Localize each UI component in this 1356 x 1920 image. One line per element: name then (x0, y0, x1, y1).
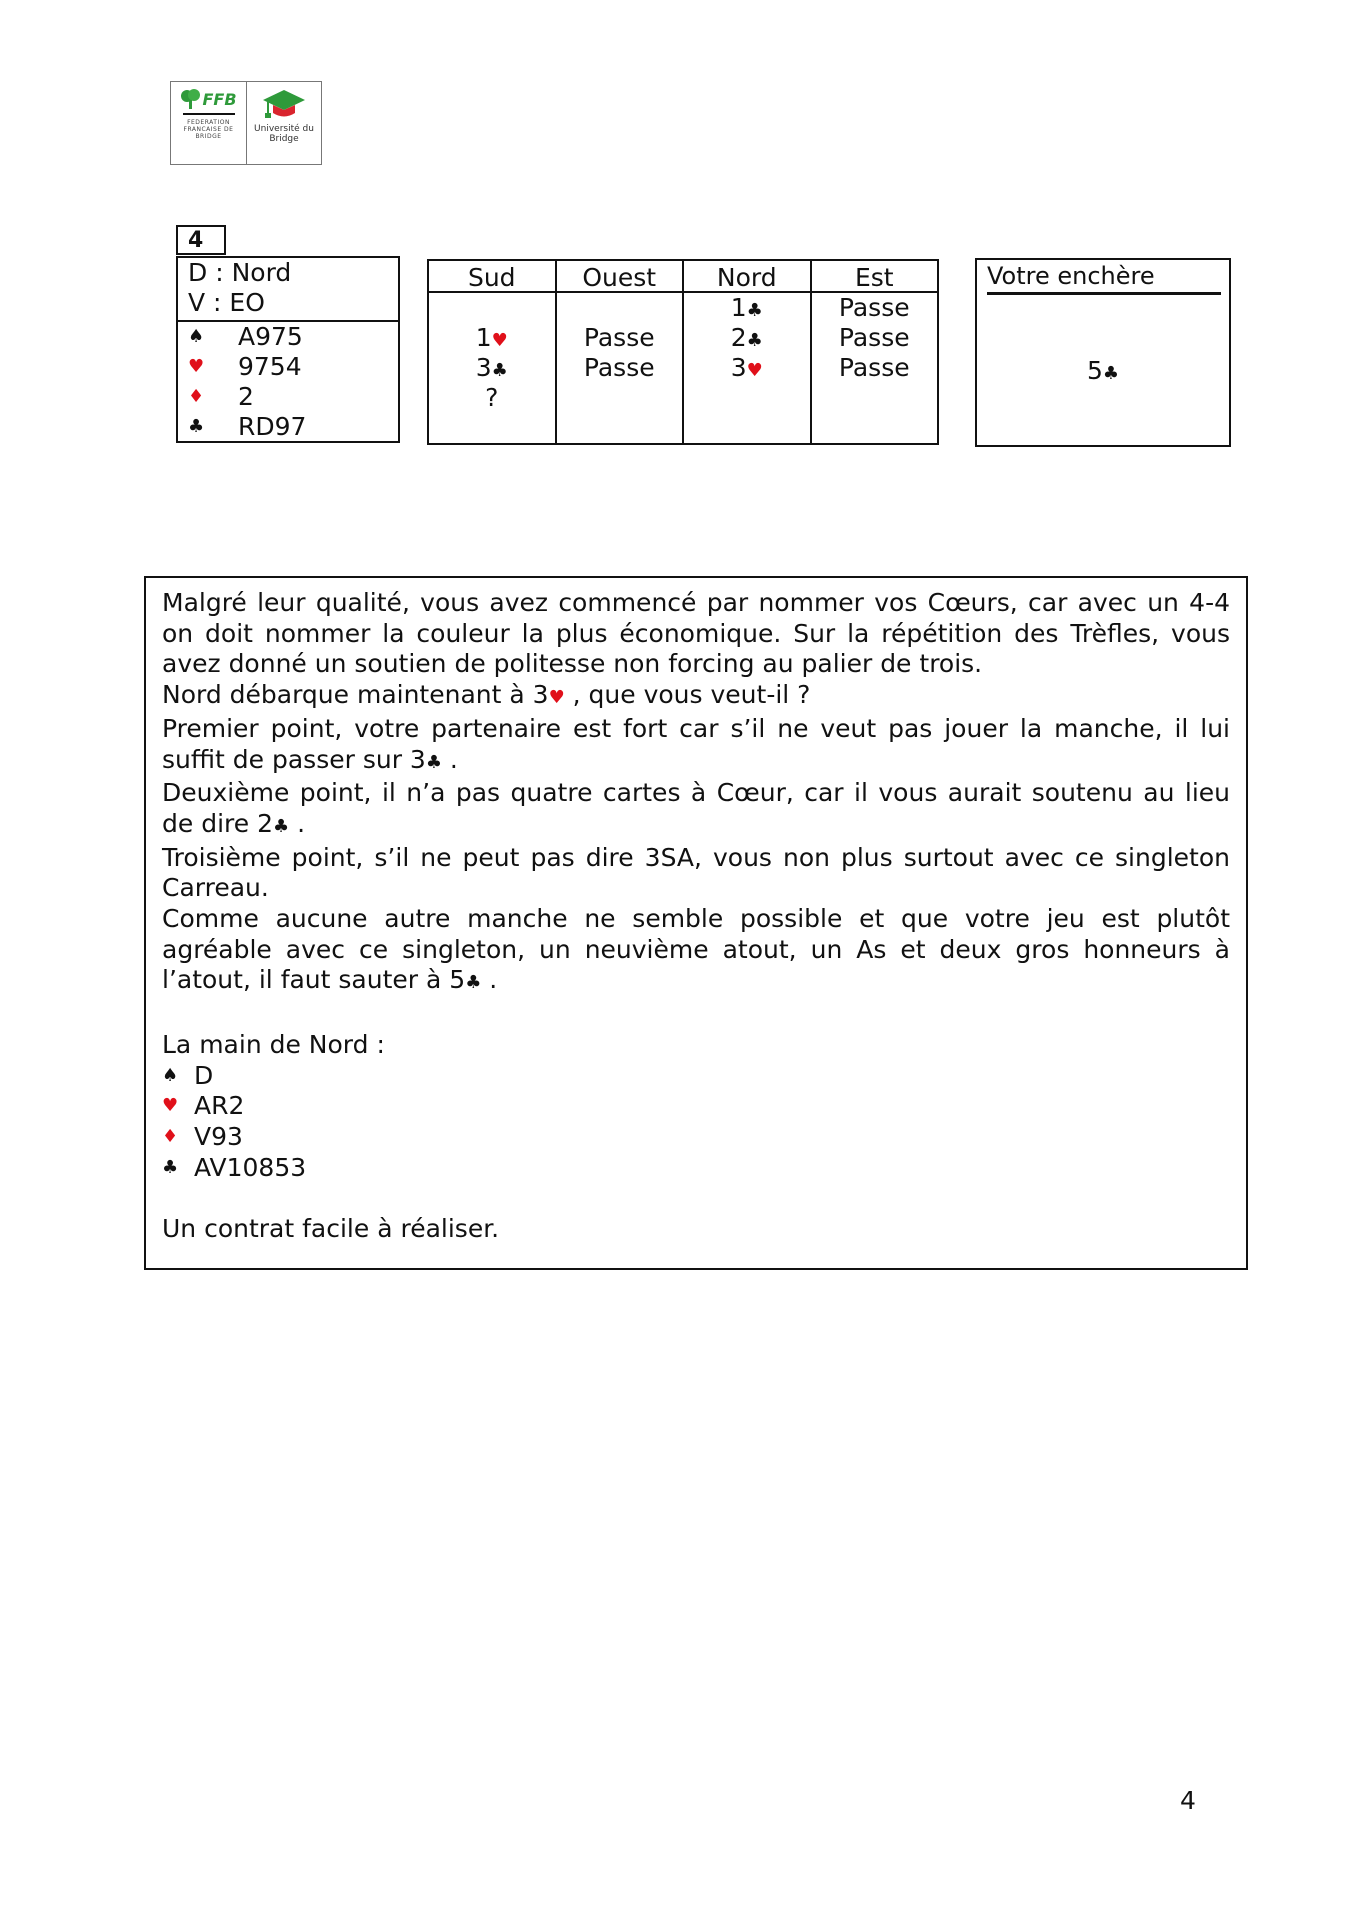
bid-cell: Passe (838, 323, 910, 352)
paragraph: Deuxième point, il n’a pas quatre cartes à Cœur, car il vous aurait soutenu au lieu de dire 2♣ . (162, 778, 1230, 838)
heart-icon: ♥ (162, 1095, 179, 1117)
ffb-wordmark: FFB (202, 89, 237, 109)
club-icon: ♣ (425, 751, 442, 773)
graduation-cap-icon (261, 88, 307, 122)
hand-row-club (188, 412, 306, 442)
spade-cards: A975 (238, 322, 303, 351)
north-row-club: ♣ AV10853 (162, 1152, 307, 1182)
club-icon: ♣ (272, 815, 290, 837)
ffb-logo (171, 82, 246, 164)
heart-icon: ♥ (188, 356, 205, 377)
heart-icon: ♥ (491, 330, 508, 351)
hand-box (176, 256, 400, 443)
deal-number: 4 (176, 225, 226, 255)
spade-icon: ♠ (188, 326, 205, 347)
club-icon: ♣ (746, 300, 763, 321)
north-hand-title: La main de Nord : (162, 1029, 385, 1059)
page-number: 4 (1180, 1786, 1196, 1815)
north-row-heart: ♥ AR2 (162, 1091, 245, 1121)
bid-cell: 2♣ (730, 323, 763, 352)
bid-cell: 3♣ (475, 353, 508, 382)
heart-cards: 9754 (238, 352, 302, 381)
vulnerability: V : EO (188, 288, 265, 317)
bid-cell: Passe (583, 353, 655, 382)
diamond-cards: 2 (238, 382, 254, 411)
club-icon: ♣ (491, 360, 508, 381)
universite-logo (246, 82, 321, 164)
column-est (812, 261, 938, 443)
north-row-spade: ♠ D (162, 1060, 214, 1090)
bid-cell: Passe (583, 323, 655, 352)
header-sud: Sud (429, 261, 555, 293)
bid-cell: 1♥ (475, 323, 508, 352)
dealer: D : Nord (188, 258, 292, 287)
club-icon: ♣ (188, 416, 205, 437)
club-icon: ♣ (162, 1156, 179, 1178)
north-row-diamond: ♦ V93 (162, 1121, 243, 1151)
header-nord: Nord (684, 261, 810, 293)
heart-icon: ♥ (746, 360, 763, 381)
paragraph: Premier point, votre partenaire est fort car s’il ne veut pas jouer la manche, il lui suffit de passer sur 3♣ . (162, 713, 1230, 774)
conclusion: Un contrat facile à réaliser. (162, 1214, 500, 1244)
paragraph: Comme aucune autre manche ne semble possible et que votre jeu est plutôt agréable avec ce singleton, un neuvième atout, un As et deux gros honneurs à l’atout, il faut sauter à 5♣ . (162, 904, 1230, 995)
title-underline (987, 292, 1221, 295)
hand-row-spade (188, 322, 303, 352)
header-ouest: Ouest (557, 261, 683, 293)
ffb-subtitle: FEDERATION FRANCAISE DE BRIDGE (183, 119, 234, 140)
column-sud (429, 261, 557, 443)
club-cards: RD97 (238, 412, 307, 441)
paragraph: Malgré leur qualité, vous avez commencé par nommer vos Cœurs, car avec un 4-4 on doit nommer la couleur la plus économique. Sur la répétition des Trèfles, vous avez donné un soutien de politesse non forcing au palier de trois. (162, 588, 1230, 679)
club-icon: ♣ (1102, 363, 1120, 384)
header-est: Est (812, 261, 938, 293)
column-nord (684, 261, 812, 443)
heart-icon: ♥ (548, 687, 565, 709)
spade-icon: ♠ (162, 1064, 179, 1086)
paragraph: Troisième point, s’il ne peut pas dire 3SA, vous non plus surtout avec ce singleton Carreau. (162, 842, 1230, 903)
diamond-icon: ♦ (162, 1125, 179, 1147)
your-bid-answer: 5♣ (1086, 356, 1120, 385)
bid-cell: Passe (838, 293, 910, 322)
explanation-box (144, 576, 1248, 1270)
club-icon: ♣ (746, 330, 763, 351)
your-bid-box (975, 258, 1231, 447)
your-bid-title: Votre enchère (987, 262, 1155, 290)
logo (170, 81, 322, 165)
bidding-table (427, 259, 939, 445)
bid-cell: Passe (838, 353, 910, 382)
hand-row-heart (188, 352, 302, 382)
paragraph: Nord débarque maintenant à 3♥ , que vous veut-il ? (162, 680, 811, 710)
tree-icon (180, 88, 202, 110)
column-ouest (557, 261, 685, 443)
hand-row-diamond (188, 382, 254, 412)
universite-label: Université du Bridge (254, 124, 314, 144)
bid-cell: ? (485, 383, 499, 412)
bid-cell: 1♣ (730, 293, 763, 322)
diamond-icon: ♦ (188, 386, 205, 407)
club-icon: ♣ (465, 972, 482, 994)
bid-cell: 3♥ (730, 353, 763, 382)
